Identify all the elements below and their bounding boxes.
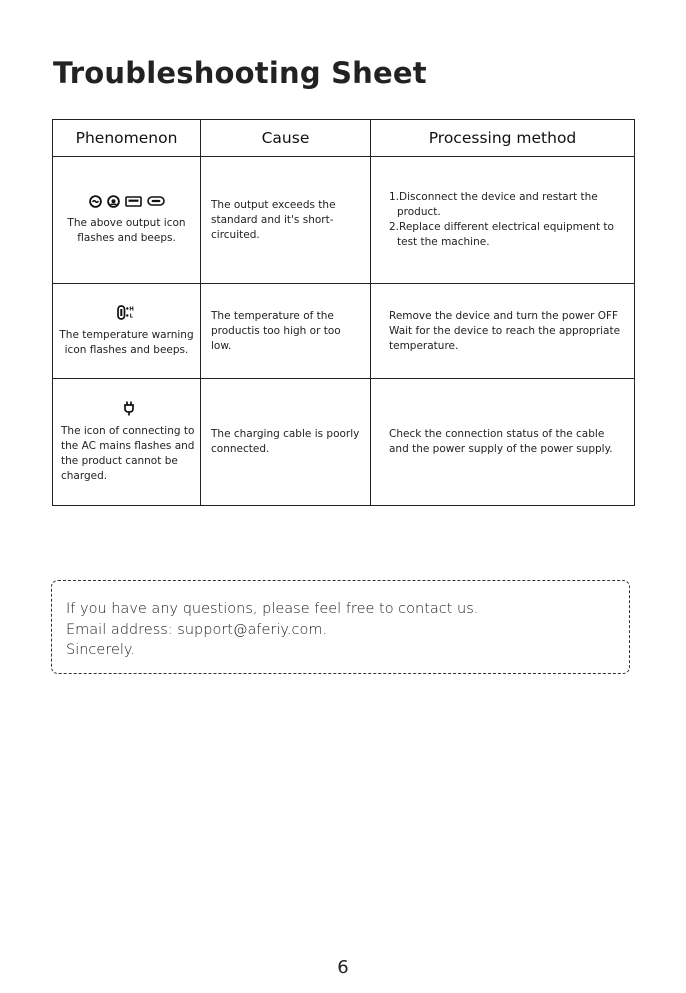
temperature-warning-icon (117, 305, 137, 320)
cause-cell (201, 157, 371, 284)
contact-line-email: Email address: support@aferiy.com. (66, 621, 328, 638)
cause-cell (201, 379, 371, 506)
cause-text: The temperature of the productis too high or too low. (211, 309, 341, 352)
low-temp-label: L (129, 313, 133, 320)
ac-output-icon (89, 195, 102, 208)
contact-line-closing: Sincerely. (66, 642, 136, 658)
high-temp-label: H (128, 306, 134, 313)
cause-cell (201, 284, 371, 379)
header-cause: Cause (201, 120, 371, 157)
troubleshooting-table (52, 119, 635, 506)
table-row (53, 379, 635, 506)
ac-input-icons (61, 401, 196, 416)
processing-method-cell (371, 284, 635, 379)
contact-line-questions: If you have any questions, please feel free to contact us. (66, 601, 479, 617)
phenomenon-cell (53, 379, 201, 506)
processing-method-cell (371, 379, 635, 506)
page-title: Troubleshooting Sheet (53, 56, 427, 90)
header-phenomenon: Phenomenon (53, 120, 201, 157)
page-number: 6 (337, 957, 349, 978)
contact-box (51, 580, 630, 674)
phenomenon-text: The above output icon flashes and beeps. (67, 216, 186, 244)
phenomenon-cell (53, 284, 201, 379)
table-header-row (53, 120, 635, 157)
method-text: Check the connection status of the cable and the power supply of the power supply. (389, 428, 613, 455)
usb-output-icon (125, 196, 142, 207)
method-text: Remove the device and turn the power OFF Wait for the device to reach the appropriate temperature. (389, 309, 621, 352)
temperature-icons (57, 305, 196, 320)
method-step-1: 1.Disconnect the device and restart the product. (389, 191, 598, 218)
method-step-2: 2.Replace different electrical equipment to test the machine. (389, 221, 614, 248)
header-processing-method: Processing method (371, 120, 635, 157)
cause-text: The charging cable is poorly connected. (211, 428, 360, 455)
usb-c-output-icon (147, 196, 165, 206)
phenomenon-text: The temperature warning icon flashes and beeps. (59, 328, 194, 356)
dc-output-icon (107, 195, 120, 208)
ac-plug-icon (123, 401, 135, 416)
phenomenon-cell (53, 157, 201, 284)
output-icons (57, 195, 196, 208)
table-row (53, 157, 635, 284)
cause-text: The output exceeds the standard and it's short-circuited. (211, 198, 336, 241)
phenomenon-text: The icon of connecting to the AC mains flashes and the product cannot be charged. (61, 424, 195, 482)
table-row (53, 284, 635, 379)
processing-method-cell (371, 157, 635, 284)
